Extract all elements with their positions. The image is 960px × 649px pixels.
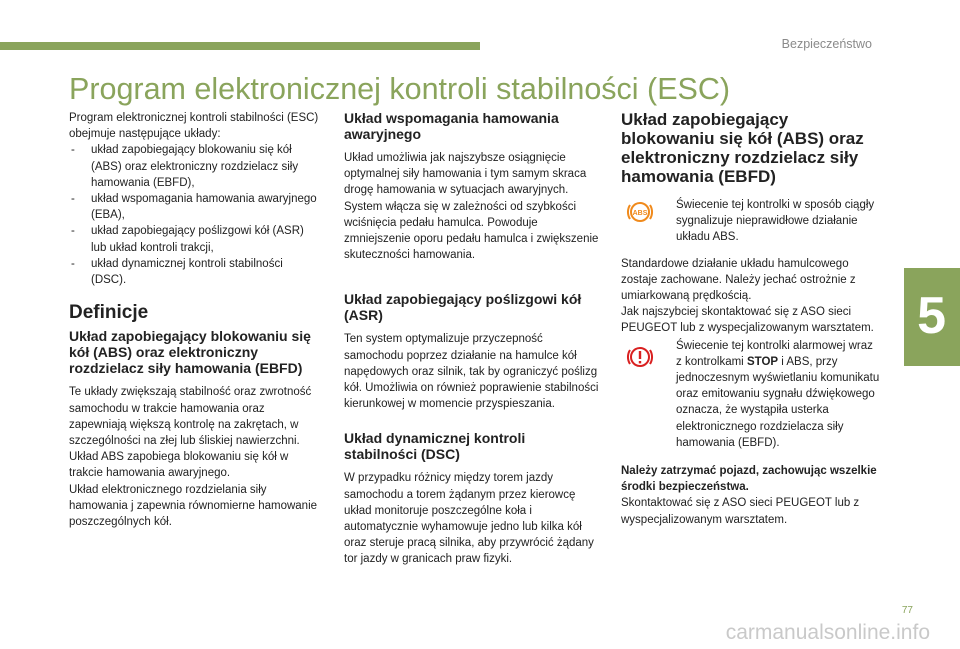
list-item: - układ wspomagania hamowania awaryjnego (EBA),	[69, 191, 321, 223]
abs-ebfd-heading: Układ zapobiegający blokowaniu się kół (ABS) oraz elektroniczny rozdzielacz siły hamowania (EBFD)	[621, 110, 864, 186]
abs-definition-text: Układ ABS zapobiega blokowaniu się kół w trakcie hamowania awaryjnego.	[69, 451, 289, 480]
header-accent-bar	[0, 42, 480, 50]
abs-definition-text: Układ elektronicznego rozdzielania siły hamowania j zapewnia równomierne hamowanie poszczególnych kół.	[69, 483, 318, 529]
systems-list	[69, 142, 321, 288]
intro-text: Program elektronicznej kontroli stabilności (ESC) obejmuje następujące układy:	[69, 112, 319, 141]
eba-heading: Układ wspomagania hamowania awaryjnego	[344, 110, 559, 142]
asr-heading: Układ zapobiegający poślizgowi kół (ASR)	[344, 291, 582, 324]
abs-definition-heading: Układ zapobiegający blokowaniu się kół (ABS) oraz elektroniczny rozdzielacz siły hamowania (EBFD)	[69, 328, 311, 377]
column-2	[344, 110, 600, 568]
stop-vehicle-text: Należy zatrzymać pojazd, zachowując wszelkie środki bezpieczeństwa.	[621, 465, 877, 494]
watermark: carmanualsonline.info	[725, 621, 930, 644]
svg-text:ABS: ABS	[632, 210, 648, 217]
list-item: - układ dynamicznej kontroli stabilności (DSC).	[69, 256, 321, 288]
ebfd-warning-row	[621, 338, 881, 451]
abs-warning-row	[621, 197, 881, 246]
stop-label: STOP	[746, 355, 779, 368]
abs-warning-icon	[625, 197, 655, 232]
list-item: - układ zapobiegający blokowaniu się kół (ABS) oraz elektroniczny rozdzielacz siły hamowania (EBFD),	[69, 142, 321, 191]
section-label: Bezpieczeństwo	[781, 37, 872, 51]
final-contact-text: Skontaktować się z ASO sieci PEUGEOT lub z wyspecjalizowanym warsztatem.	[621, 497, 860, 526]
dsc-heading: Układ dynamicznej kontroli stabilności (DSC)	[344, 430, 526, 463]
asr-text: Ten system optymalizuje przyczepność samochodu poprzez działanie na hamulce kół napędowych oraz silnik, tak by ograniczyć poślizg kół. Umożliwia on również poprawienie stabilności kierunkowej w momencie przyspieszania.	[344, 333, 599, 411]
abs-definition-text: Te układy zwiększają stabilność oraz zwrotność samochodu w trakcie hamowania oraz zapewniają większą kontrolę na zakrętach, w szczególności na złej lub śliskiej nawierzchni.	[69, 386, 312, 448]
eba-text: Układ umożliwia jak najszybsze osiągnięcie optymalnej siły hamowania i tym samym skraca drogę hamowania w sytuacjach awaryjnych.	[344, 152, 587, 197]
list-item: - układ zapobiegający poślizgowi kół (ASR) lub układ kontroli trakcji,	[69, 223, 321, 255]
column-3	[621, 110, 881, 528]
abs-warning-text: Świecenie tej kontrolki w sposób ciągły sygnalizuje nieprawidłowe działanie układu ABS.	[676, 199, 875, 244]
dsc-text: W przypadku różnicy między torem jazdy samochodu a torem żądanym przez kierowcę układ monitoruje poszczególne koła i automatycznie wyhamowuje jedno lub kilka kół oraz steruje pracą silnika, aby przywrócić żądany tor jazdy w granicach praw fizyki.	[344, 472, 594, 566]
contact-text: Jak najszybciej skontaktować się z ASO sieci PEUGEOT lub z wyspecjalizowanym warsztatem.	[621, 306, 874, 335]
page-number: 77	[901, 605, 913, 616]
column-1	[69, 110, 321, 530]
normal-operation-text: Standardowe działanie układu hamulcowego zostaje zachowane. Należy jechać ostrożnie z umiarkowaną prędkością.	[621, 257, 856, 303]
definitions-heading: Definicje	[69, 302, 149, 324]
brake-alert-icon	[625, 342, 655, 377]
page-title: Program elektronicznej kontroli stabilności (ESC)	[69, 72, 731, 106]
eba-text: System włącza się w zależności od szybkości wciśnięcia pedału hamulca. Powoduje zmniejszenie oporu pedału hamulca i zwiększenie skuteczności hamowania.	[344, 200, 599, 262]
chapter-number: 5	[917, 287, 946, 345]
ebfd-warning-text: Świecenie tej kontrolki alarmowej wraz z kontrolkami STOP i ABS, przy jednoczesnym wyświetlaniu komunikatu oraz emitowaniu sygnału dźwiękowego oznacza, że wystąpiła usterka elektronicznego rozdzielacza siły hamowania (EBFD).	[676, 339, 880, 449]
